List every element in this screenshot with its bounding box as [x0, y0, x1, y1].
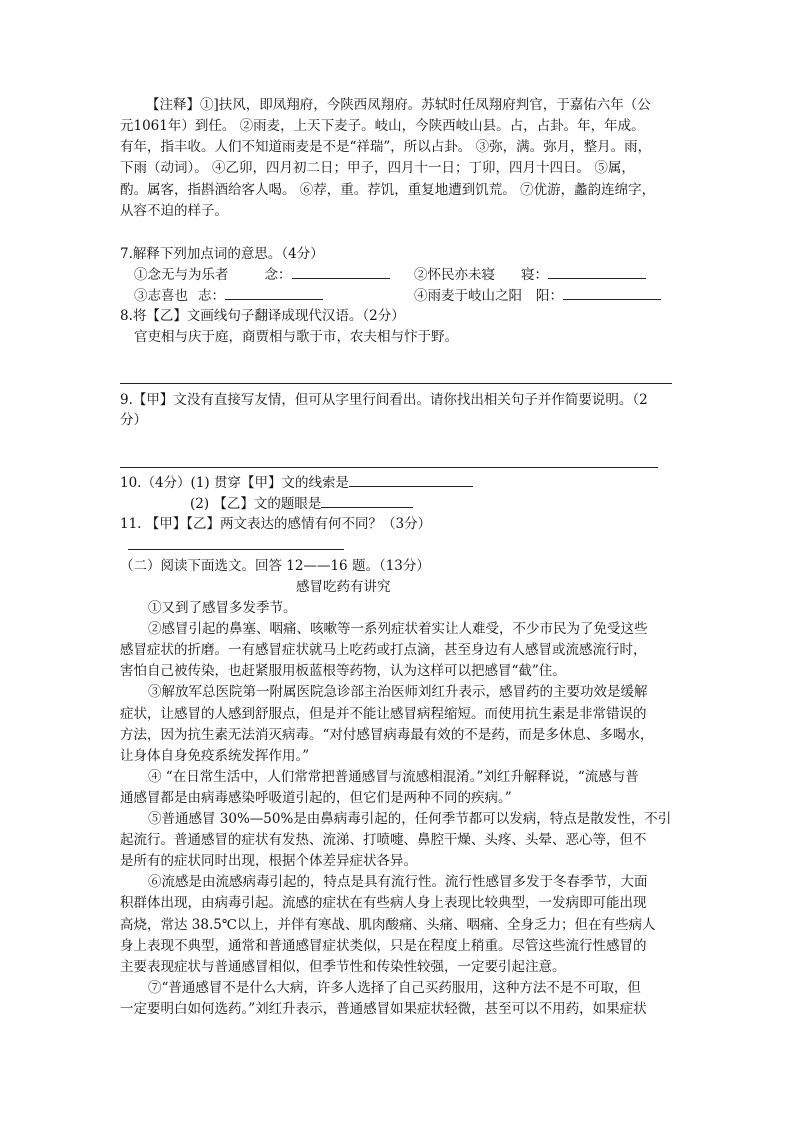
q7-title: 7.解释下列加点词的意思。（4分） — [120, 246, 324, 262]
article-line: 是所有的症状同时出现，根据个体差异症状各异。 — [120, 853, 417, 870]
note-line: 下雨（动词）。 ④乙卯，四月初二日；甲子，四月十一日；丁卯，四月十四日。 ⑤属， — [120, 160, 635, 176]
article-line: 起流行。普通感冒的症状有发热、流涕、打喷嚏、鼻腔干燥、头疼、头晕、恶心等，但不 — [120, 832, 647, 849]
article-line: 一定要明白如何选药。”刘红升表示，普通感冒如果症状轻微，甚至可以不用药，如果症状 — [120, 1000, 647, 1017]
answer-blank[interactable] — [321, 493, 413, 508]
article-line: 感冒症状的折磨。一有感冒症状就马上吃药或打点滴，甚至身边有人感冒或流感流行时， — [120, 642, 647, 659]
article-line: ①又到了感冒多发季节。 — [148, 600, 297, 616]
q7-item — [134, 285, 323, 306]
q7-item-label: 念： — [264, 267, 292, 283]
q9-text: 分） — [120, 412, 147, 428]
q7-item-text: ④雨麦于岐山之阳 — [414, 288, 522, 304]
answer-blank[interactable] — [225, 285, 323, 300]
q10-part-1 — [120, 472, 473, 493]
note-line: 从容不迫的样子。 — [120, 203, 228, 219]
q8-sentence: 官吏相与庆于庭，商贾相与歌于市，农夫相与忭于野。 — [134, 329, 458, 345]
note-line: 酌。属客，指斟酒给客人喝。 ⑥荐，重。荐饥，重复地遭到饥荒。 ⑦优游，蠡韵连绵字， — [120, 182, 656, 198]
q7-item-label: 寝： — [521, 267, 548, 283]
note-line: 元1061年）到任。 ②雨麦，上天下麦子。岐山，今陕西岐山县。占，占卦。年，年成。 — [120, 118, 645, 134]
q10-text: (2) 【乙】文的题眼是 — [190, 496, 322, 512]
q7-item — [414, 285, 661, 306]
article-line: ⑥流感是由流感病毒引起的，特点是具有流行性。流行性感冒多发于冬春季节，大面 — [148, 874, 648, 891]
answer-blank[interactable] — [349, 472, 473, 487]
answer-line[interactable] — [120, 383, 672, 384]
q11-text: 11. 【甲】【乙】两文表达的感情有何不同？（3分） — [120, 516, 432, 532]
article-line: ⑦“普通感冒不是什么大病，许多人选择了自己买药服用，这种方法不是不可取，但 — [148, 979, 641, 996]
article-line: 症状，让感冒的人感到舒服点，但是并不能让感冒病程缩短。而使用抗生素是非常错误的 — [120, 705, 647, 722]
q7-item-label: 阳： — [536, 288, 563, 304]
answer-blank[interactable] — [292, 264, 390, 279]
article-line: 让身体自身免疫系统发挥作用。” — [120, 747, 310, 764]
q7-item-text: ①念无与为乐者 — [134, 267, 229, 283]
section-heading: （二）阅读下面选文。回答 12——16 题。（13分） — [120, 558, 430, 574]
article-line: ③解放军总医院第一附属医院急诊部主治医师刘红升表示，感冒药的主要功效是缓解 — [148, 684, 648, 701]
article-line: ②感冒引起的鼻塞、咽痛、咳嗽等一系列症状着实让人难受，不少市民为了免受这些 — [148, 621, 648, 638]
article-line: 害怕自己被传染，也赶紧服用板蓝根等药物，认为这样可以把感冒“截”住。 — [120, 663, 566, 680]
answer-blank[interactable] — [563, 285, 661, 300]
answer-blank[interactable] — [548, 264, 646, 279]
article-line: 身上表现不典型，通常和普通感冒症状类似，只是在程度上稍重。尽管这些流行性感冒的 — [120, 937, 647, 954]
q7-item — [414, 264, 646, 285]
article-title: 感冒吃药有讲究 — [296, 579, 391, 595]
q10-part-2 — [190, 493, 413, 514]
q7-item — [134, 264, 390, 285]
q10-text: 10.（4分）(1) 贯穿【甲】文的线索是 — [120, 475, 349, 491]
note-line: 【注释】①]扶风，即凤翔府，今陕西凤翔府。苏轼时任凤翔府判官，于嘉佑六年（公 — [146, 97, 651, 113]
article-line: ⑤普通感冒 30%—50%是由鼻病毒引起的，任何季节都可以发病，特点是散发性，不引 — [148, 811, 672, 827]
q7-item-label: 志： — [198, 288, 225, 304]
article-line: 方法，因为抗生素无法消灭病毒。“对付感冒病毒最有效的不是药，而是多休息、多喝水， — [120, 726, 654, 743]
article-line: ④ “在日常生活中，人们常常把普通感冒与流感相混淆。”刘红升解释说，“流感与普 — [148, 768, 639, 785]
article-line: 高烧，常达 38.5℃以上，并伴有寒战、肌肉酸痛、头痛、咽痛、全身乏力；但在有些病人 — [120, 916, 656, 933]
note-line: 有年，指丰收。人们不知道雨麦是不是“祥瑞”，所以占卦。 ③弥，满。弥月，整月。雨， — [120, 139, 652, 155]
q7-item-text: ③志喜也 — [134, 288, 188, 304]
article-line: 通感冒都是由病毒感染呼吸道引起的，但它们是两种不同的疾病。” — [120, 789, 512, 806]
q9-text: 9.【甲】文没有直接写友情，但可从字里行间看出。请你找出相关句子并作简要说明。（2 — [120, 392, 648, 408]
article-line: 主要表现症状与普通感冒相似，但季节性和传染性较强，一定要引起注意。 — [120, 958, 566, 975]
answer-line[interactable] — [128, 549, 344, 550]
article-line: 积群体出现，由病毒引起。流感的症状在有些病人身上表现比较典型，一发病即可能出现 — [120, 895, 647, 912]
answer-line[interactable] — [120, 467, 658, 468]
q7-item-text: ②怀民亦未寝 — [414, 267, 495, 283]
q8-title: 8.将【乙】文画线句子翻译成现代汉语。（2分） — [120, 308, 405, 324]
